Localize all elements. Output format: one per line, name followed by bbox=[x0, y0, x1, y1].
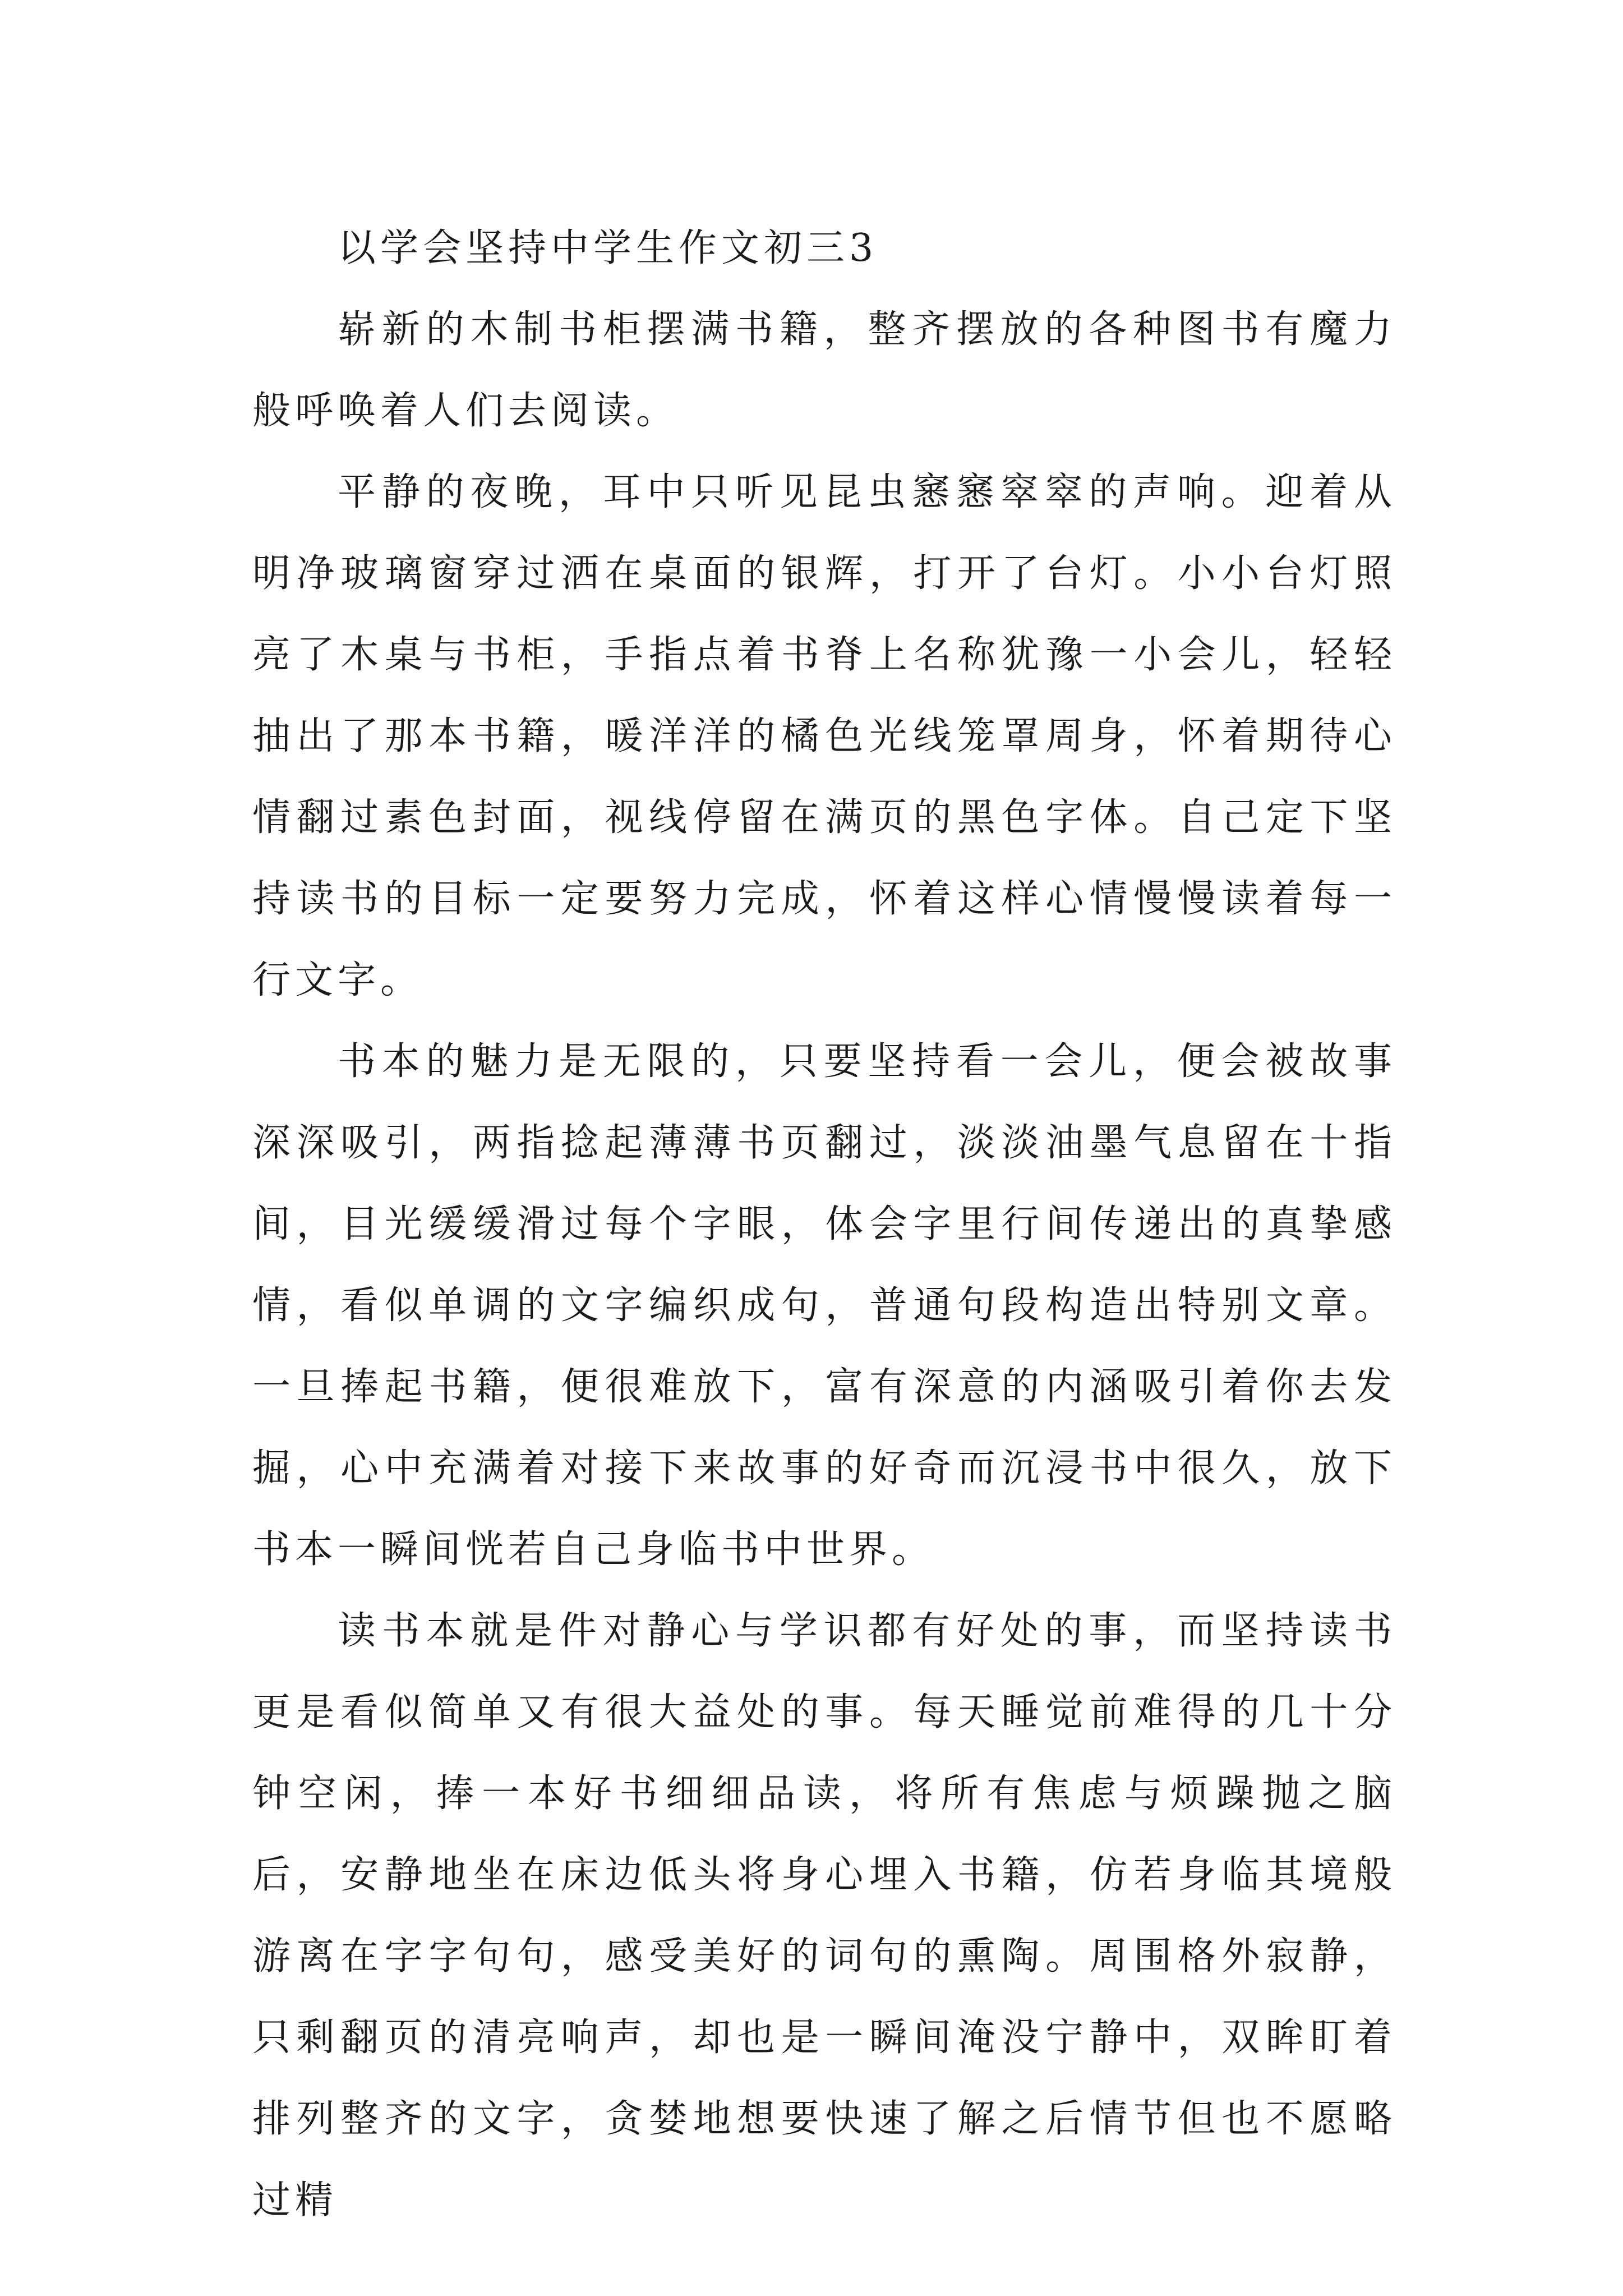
paragraph-1: 崭新的木制书柜摆满书籍，整齐摆放的各种图书有魔力般呼唤着人们去阅读。 bbox=[252, 307, 1396, 433]
paragraph-4: 读书本就是件对静心与学识都有好处的事，而坚持读书更是看似简单又有很大益处的事。每天睡觉前难得的几十分钟空闲，捧一本好书细细品读，将所有焦虑与烦躁抛之脑后，安静地坐在床边低头将身心埋入书籍，仿若身临其境般游离在字字句句，感受美好的词句的熏陶。周围格外寂静，只剩翻页的清亮响声，却也是一瞬间淹没宁静中，双眸盯着排列整齐的文字，贪婪地想要快速了解之后情节但也不愿略过精 bbox=[252, 1609, 1396, 2223]
paragraph-2: 平静的夜晚，耳中只听见昆虫窸窸窣窣的声响。迎着从明净玻璃窗穿过洒在桌面的银辉，打开了台灯。小小台灯照亮了木桌与书柜，手指点着书脊上名称犹豫一小会儿，轻轻抽出了那本书籍，暖洋洋的橘色光线笼罩周身，怀着期待心情翻过素色封面，视线停留在满页的黑色字体。自己定下坚持读书的目标一定要努力完成，怀着这样心情慢慢读着每一行文字。 bbox=[252, 470, 1396, 1002]
essay-title: 以学会坚持中学生作文初三3 bbox=[338, 226, 878, 270]
essay-body bbox=[252, 208, 1396, 2241]
paragraph-3: 书本的魅力是无限的，只要坚持看一会儿，便会被故事深深吸引，两指捻起薄薄书页翻过，淡淡油墨气息留在十指间，目光缓缓滑过每个字眼，体会字里行间传递出的真挚感情，看似单调的文字编织成句，普通句段构造出特别文章。一旦捧起书籍，便很难放下，富有深意的内涵吸引着你去发掘，心中充满着对接下来故事的好奇而沉浸书中很久，放下书本一瞬间恍若自己身临书中世界。 bbox=[252, 1039, 1396, 1572]
